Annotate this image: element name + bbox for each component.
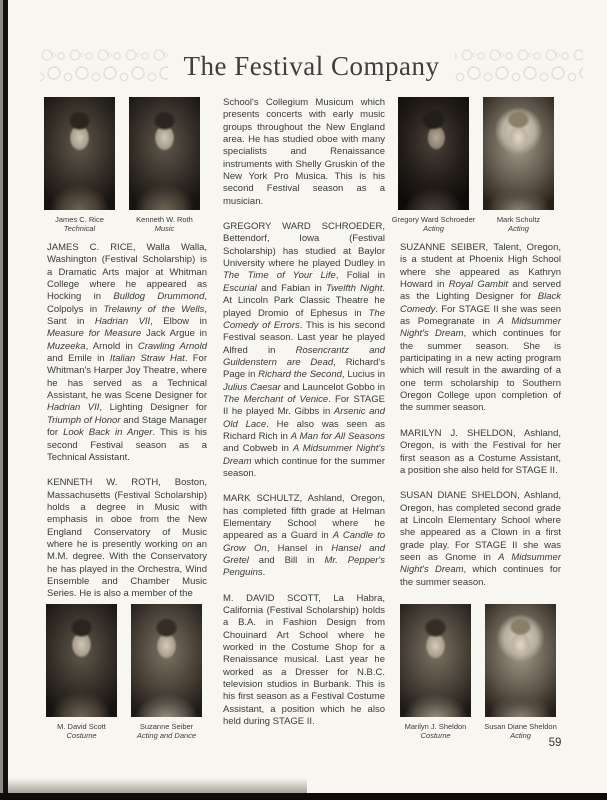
- page-title: The Festival Company: [168, 49, 456, 84]
- portrait-photo: [400, 604, 471, 717]
- portrait-photo: [129, 97, 200, 210]
- bio-susan-diane-sheldon: SUSAN DIANE SHELDON, Ashland, Oregon, has completed second grade at Lincoln Elementary School where she appeared as a Clown in a first grade play. For STAGE II she was seen as Gnome in A Midsummer Night's Dream, which continues for the summer season.: [400, 490, 561, 588]
- photo-caption-role: Costume: [420, 731, 451, 741]
- photo-caption-role: Technical: [63, 224, 96, 234]
- ornamental-header-band: [40, 46, 583, 87]
- photo-group-top-right: [391, 97, 554, 234]
- bio-mark-schultz: MARK SCHULTZ, Ashland, Oregon, has completed fifth grade at Helman Elementary School where he appeared as a Guard in A Candle to Grow On, Hansel in Hansel and Gretel and Bill in Mr. Pepper's Penguins.: [223, 493, 385, 579]
- photo-caption-role: Music: [154, 224, 175, 234]
- photo-group-top-left: [44, 97, 200, 233]
- photo-caption-name: Mark Schultz: [496, 215, 541, 224]
- photo-caption-name: Marilyn J. Sheldon: [404, 722, 467, 731]
- photo-suzanne-seiber: [131, 604, 202, 740]
- photo-kenneth-w-roth: [129, 97, 200, 233]
- bio-kenneth-w-roth: KENNETH W. ROTH, Boston, Massachusetts (Festival Scholarship) holds a degree in Music with emphasis in oboe from the New England Conservatory of Music where he is presently working on an M.M. degree. With the Conservatory he has played in the Orchestra, Wind Ensemble and Chamber Music Series. He is also a member of the: [47, 477, 207, 600]
- bio-m-david-scott: M. DAVID SCOTT, La Habra, California (Festival Scholarship) holds a B.A. in Fashion Design from Chouinard Art School where he worked in the Costume Shop for a Renaissance musical. Last year he worked as a Dresser for N.B.C. television studios in Burbank. This is his first season as a Festival Costume Assistant, a position which he also held during STAGE II.: [223, 592, 385, 728]
- page-curl-shadow: [8, 778, 307, 793]
- portrait-photo: [398, 97, 469, 210]
- photo-caption-name: M. David Scott: [57, 722, 106, 731]
- photo-caption-name: Suzanne Seiber: [139, 722, 194, 731]
- photo-caption-name: Gregory Ward Schroeder: [391, 215, 476, 224]
- bio-marilyn-j-sheldon: MARILYN J. SHELDON, Ashland, Oregon, is with the Festival for her first season as a Costume Assistant, a position she also held for STAGE II.: [400, 427, 561, 476]
- portrait-photo: [485, 604, 556, 717]
- photo-susan-diane-sheldon: [485, 604, 556, 740]
- photo-caption-role: Acting: [510, 731, 531, 741]
- photo-group-bottom-left: [46, 604, 202, 740]
- photo-james-c-rice: [44, 97, 115, 233]
- portrait-photo: [131, 604, 202, 717]
- photo-caption: [107, 722, 227, 740]
- bio-suzanne-seiber: SUZANNE SEIBER, Talent, Oregon, is a student at Phoenix High School where she appeared as Kathryn Howard in Royal Gambit and served as the Lighting Designer for Black Comedy. For STAGE II she was seen as Pomegranate in A Midsummer Night's Dream, which continues for the summer season. She is participating in a new acting program which will result in the awarding of a one term scholarship to Southern Oregon College upon completion of the summer season.: [400, 242, 561, 414]
- photo-caption-role: Acting and Dance: [136, 731, 197, 741]
- photo-caption-name: James C. Rice: [55, 215, 104, 224]
- scan-edge-bottom: [0, 793, 607, 800]
- bio-gregory-ward-schroeder: GREGORY WARD SCHROEDER, Bettendorf, Iowa (Festival Scholarship) has studied at Baylor University where he played Dudley in The Time of Your Life, Folial in Escurial and Fabian in Twelfth Night. At Lincoln Park Classic Theatre he played Dromio of Ephesus in The Comedy of Errors. This is his second Festival season. Last year he played Alfred in Rosencrantz and Guildenstern are Dead, Richard's Page in Richard the Second, Lucius in Julius Caesar and Launcelot Gobbo in The Merchant of Venice. For STAGE II he played Mr. Gibbs in Arsenic and Old Lace. He also was seen as Richard Rich in A Man for All Seasons and Cobweb in A Midsummer Night's Dream which continue for the summer season.: [223, 221, 385, 479]
- photo-m-david-scott: [46, 604, 117, 740]
- text-column-right: [400, 242, 561, 602]
- portrait-photo: [46, 604, 117, 717]
- photo-caption-name: Kenneth W. Roth: [136, 215, 193, 224]
- photo-caption-role: Costume: [66, 731, 97, 741]
- photo-caption-role: Acting: [508, 224, 529, 234]
- photo-gregory-ward-schroeder: [391, 97, 476, 234]
- photo-mark-schultz: [483, 97, 554, 233]
- photo-caption: [459, 215, 579, 233]
- photo-group-bottom-right: [400, 604, 556, 740]
- photo-marilyn-j-sheldon: [400, 604, 471, 740]
- book-gutter-line: [3, 0, 8, 794]
- bio-kenneth-w-roth-continued: School's Collegium Musicum which presents concerts with early music groups throughout the New England area. He has studied oboe with many specialists and Renaissance instruments with Shelly Gruskin of the New York Pro Musica. This is his second Festival season as a musician.: [223, 97, 385, 207]
- bio-james-c-rice: JAMES C. RICE, Walla Walla, Washington (Festival Scholarship) is a Dramatic Arts major at Whitman College where he appeared as Hocking in Bulldog Drummond, Colpolys in Trelawny of the Wells, Sant in Hadrian VII, Elbow in Measure for Measure Jack Argue in Muzeeka, Arnold in Crawling Arnold and Emile in Italian Straw Hat. For Whitman's Harper Joy Theatre, where he has served as a Technical Assistant, he was Scene Designer for Hadrian VII, Lighting Designer for Triumph of Honor and Stage Manager for Look Back in Anger. This is his second Festival season as a Technical Assistant.: [47, 242, 208, 463]
- text-column-left: [47, 242, 207, 614]
- photo-caption: [105, 215, 225, 233]
- page-number: 59: [548, 737, 562, 749]
- photo-caption-role: Acting: [423, 224, 444, 234]
- portrait-photo: [483, 97, 554, 210]
- photo-caption-name: Susan Diane Sheldon: [484, 722, 557, 731]
- portrait-photo: [44, 97, 115, 210]
- text-column-middle: [223, 97, 385, 742]
